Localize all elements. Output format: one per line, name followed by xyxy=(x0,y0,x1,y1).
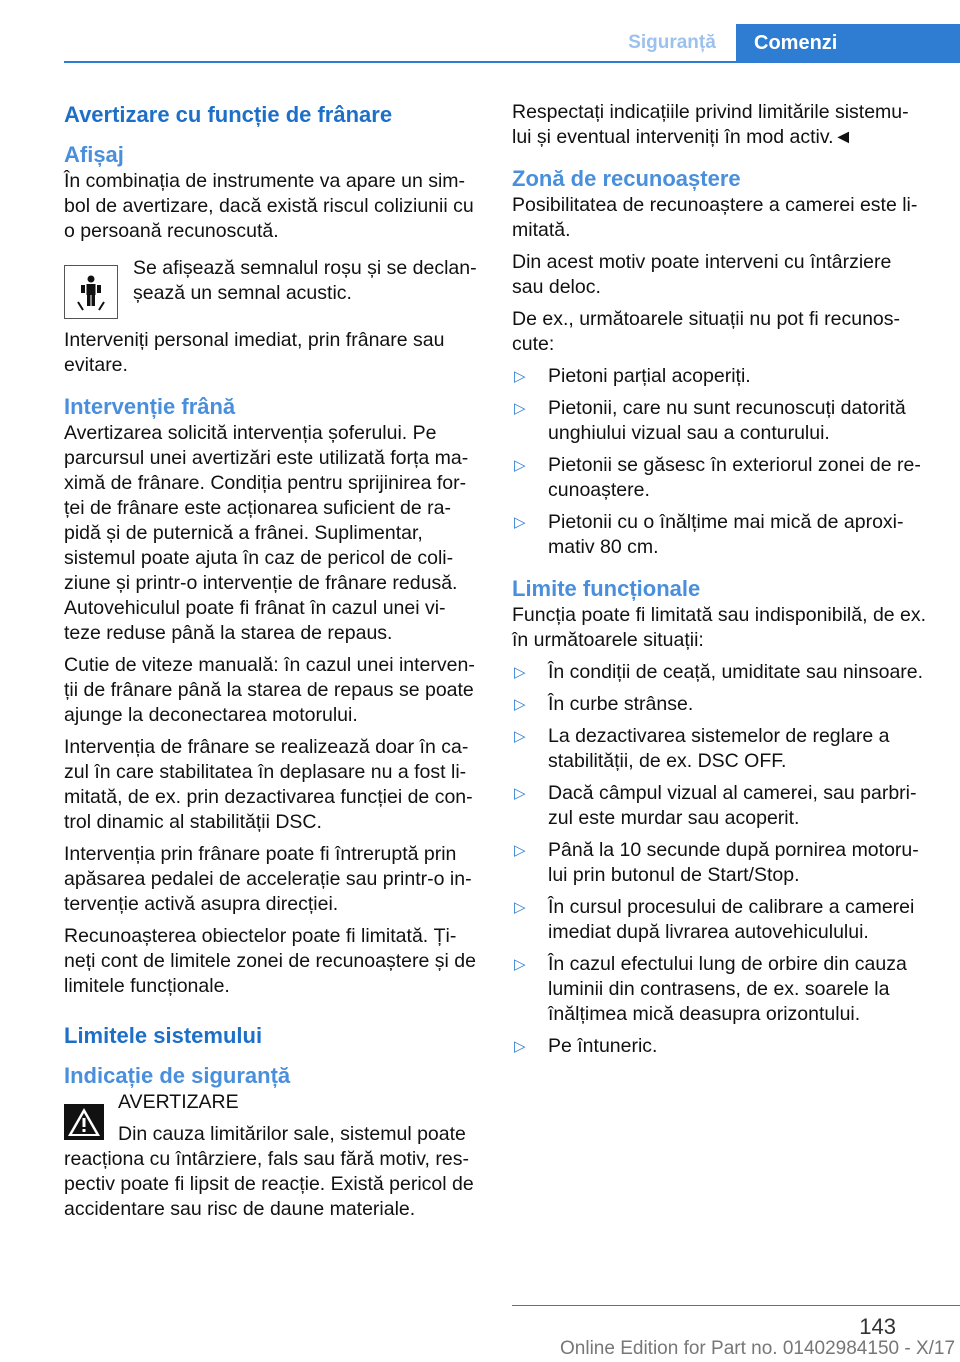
pedestrian-notice-text: Se afișează semnalul roșu și se declan-șează un semnal acustic. xyxy=(133,257,477,304)
paragraph-zona-2: Din acest motiv poate interveni cu întârziere sau deloc. xyxy=(512,251,892,298)
edition-footer: Online Edition for Part no. 01402984150 - X/17 xyxy=(560,1338,956,1359)
bullet-triangle-icon: ▷ xyxy=(514,696,526,713)
bullet-triangle-icon: ▷ xyxy=(514,842,526,859)
page-number: 143 xyxy=(859,1314,896,1339)
list-item: ▷ Pietonii se găsesc în exteriorul zonei de re-cunoaștere. xyxy=(514,454,921,501)
list-item: ▷ În cursul procesului de calibrare a camerei imediat după livrarea autovehiculului. xyxy=(514,896,915,943)
warning-text xyxy=(118,1090,466,1147)
bullet-triangle-icon: ▷ xyxy=(514,368,526,385)
heading-zona: Zonă de recunoaștere xyxy=(512,166,741,191)
warning-title: AVERTIZARE xyxy=(118,1091,239,1113)
zona-list xyxy=(512,364,928,560)
paragraph-zona-3: De ex., următoarele situații nu pot fi recunos-cute: xyxy=(512,308,901,355)
list-item: ▷ Până la 10 secunde după pornirea motoru-lui prin butonul de Start/Stop. xyxy=(514,839,919,886)
paragraph-limite: Funcția poate fi limitată sau indisponibilă, de ex. în următoarele situații: xyxy=(512,604,927,651)
bullet-triangle-icon: ▷ xyxy=(514,785,526,802)
list-item: ▷ În curbe strânse. xyxy=(514,693,694,715)
pedestrian-warning-icon xyxy=(64,265,118,319)
paragraph-interveniti: Interveniți personal imediat, prin frânare sau evitare. xyxy=(64,329,445,376)
section-title-limitele: Limitele sistemului xyxy=(64,1023,263,1048)
paragraph-interventie-1: Avertizarea solicită intervenția șoferului. Pe parcursul unei avertizări este utilizată forța ma-ximă de frânare. Condiția pentru sprijinirea for-ței de frânare este acționarea suficient de ra-pidă și de puternică a frânei. Suplimentar, sistemul poate ajuta în caz de pericol de coli-ziune și printr-o intervenție de frânare redusă. Autovehiculul poate fi frânat în cazul unei vi-teze reduse până la starea de repaus. xyxy=(64,422,469,644)
section-title-avertizare: Avertizare cu funcție de frânare xyxy=(64,102,393,127)
pedestrian-notice xyxy=(64,256,480,319)
warning-box xyxy=(64,1090,480,1147)
paragraph-interventie-4: Intervenția prin frânare poate fi întreruptă prin apăsarea pedalei de accelerație sau printr-o in-tervenție activă asupra direcției. xyxy=(64,843,472,915)
bullet-triangle-icon: ▷ xyxy=(514,899,526,916)
list-item: ▷ Dacă câmpul vizual al camerei, sau parbri-zul este murdar sau acoperit. xyxy=(514,782,917,829)
right-column xyxy=(512,100,928,1067)
list-item: ▷ Pietonii cu o înălțime mai mică de aproxi-mativ 80 cm. xyxy=(514,511,904,558)
footer-divider xyxy=(512,1305,960,1306)
bullet-triangle-icon: ▷ xyxy=(514,728,526,745)
paragraph-interventie-2: Cutie de viteze manuală: în cazul unei interven-ții de frânare până la starea de repaus se poate ajunge la deconectarea motorului. xyxy=(64,654,475,726)
paragraph-afisaj: În combinația de instrumente va apare un sim-bol de avertizare, dacă există riscul coliziunii cu o persoană recunoscută. xyxy=(64,170,474,242)
tab-comenzi[interactable]: Comenzi xyxy=(736,24,960,62)
tab-siguranta[interactable]: Siguranță xyxy=(628,32,716,53)
bullet-triangle-icon: ▷ xyxy=(514,664,526,681)
list-item: ▷ În condiții de ceață, umiditate sau ninsoare. xyxy=(514,661,924,683)
paragraph-interventie-5: Recunoașterea obiectelor poate fi limitată. Ți-neți cont de limitele zonei de recunoaștere și de limitele funcționale. xyxy=(64,925,476,997)
warning-continued: reacționa cu întârziere, fals sau fără motiv, res-pectiv poate fi lipsit de reacție. Există pericol de accidentare sau risc de daune materiale. xyxy=(64,1148,474,1220)
bullet-triangle-icon: ▷ xyxy=(514,400,526,417)
list-item: ▷ Pietoni parțial acoperiți. xyxy=(514,365,751,387)
bullet-triangle-icon: ▷ xyxy=(514,514,526,531)
paragraph-zona-1: Posibilitatea de recunoaștere a camerei este li-mitată. xyxy=(512,194,918,241)
heading-afisaj: Afișaj xyxy=(64,142,124,167)
list-item: ▷ În cazul efectului lung de orbire din cauza luminii din contrasens, de ex. soarele la înălțimea mică deasupra orizontului. xyxy=(514,953,907,1025)
left-column xyxy=(64,100,480,1222)
warning-first-line: Din cauza limitărilor sale, sistemul poate xyxy=(118,1123,466,1145)
limite-list xyxy=(512,660,928,1059)
heading-interventie-frana: Intervenție frână xyxy=(64,394,236,419)
bullet-triangle-icon: ▷ xyxy=(514,956,526,973)
list-item: ▷ La dezactivarea sistemelor de reglare a stabilității, de ex. DSC OFF. xyxy=(514,725,890,772)
heading-limite: Limite funcționale xyxy=(512,576,701,601)
header-divider xyxy=(64,61,960,63)
list-item: ▷ Pietonii, care nu sunt recunoscuți datorită unghiului vizual sau a conturului. xyxy=(514,397,906,444)
heading-indicatie: Indicație de siguranță xyxy=(64,1063,291,1088)
warning-triangle-icon xyxy=(64,1104,104,1140)
list-item: ▷ Pe întuneric. xyxy=(514,1035,658,1057)
bullet-triangle-icon: ▷ xyxy=(514,457,526,474)
paragraph-interventie-3: Intervenția de frânare se realizează doar în ca-zul în care stabilitatea în deplasare nu a fost li-mitată, de ex. prin dezactivarea funcției de con-trol dinamic al stabilității DSC. xyxy=(64,736,473,833)
bullet-triangle-icon: ▷ xyxy=(514,1038,526,1055)
paragraph-intro: Respectați indicațiile privind limitările sistemu-lui și eventual interveniți în mod activ.◄ xyxy=(512,101,909,148)
